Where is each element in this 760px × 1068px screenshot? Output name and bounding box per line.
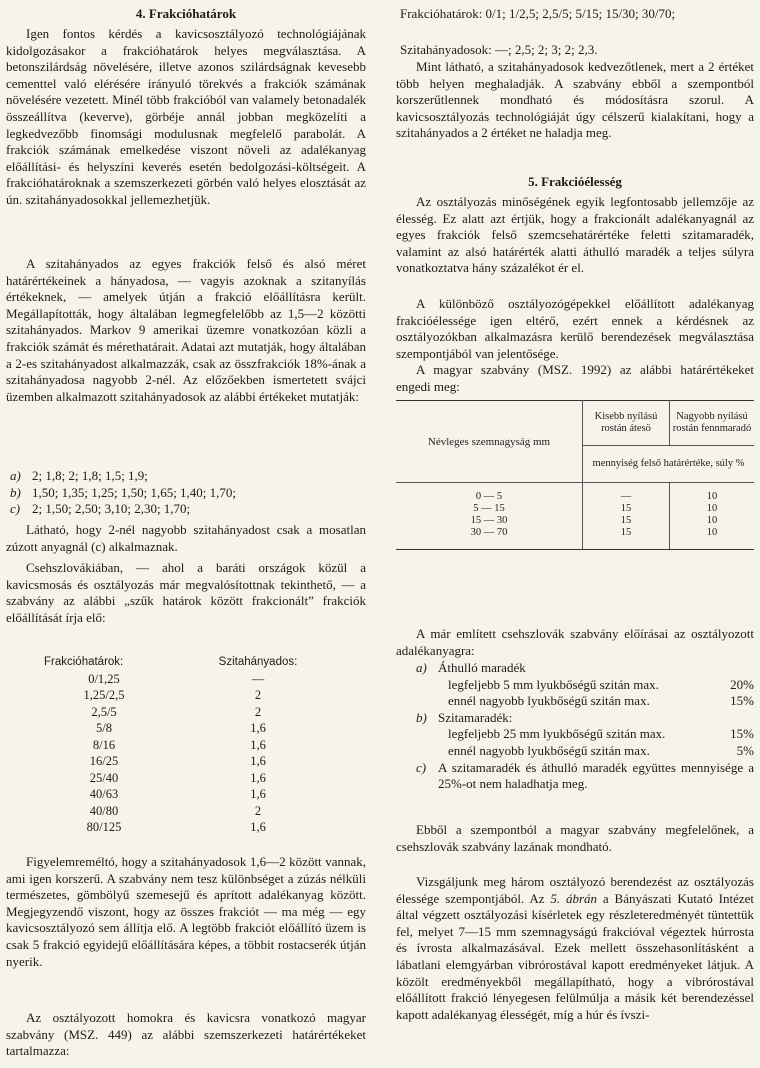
list-title: Szitamaradék: (438, 709, 513, 725)
list-text: legfeljebb 25 mm lyukbőségű szitán max. (448, 726, 666, 742)
table-cell-ratio: 2 (254, 688, 262, 702)
table-cell-range: 2,5/5 (91, 704, 117, 719)
table-cell-range: 80/125 (86, 820, 122, 834)
table-cell: 0 — 5 (396, 483, 583, 504)
czech-standard-list (396, 660, 754, 793)
list-text: A szitamaradék és áthulló maradék együttes mennyisége a 25%-ot nem haladhatja meg. (438, 759, 754, 792)
table-header: Kisebb nyílású rostán átesö (583, 401, 670, 446)
table-cell-range: 5/8 (96, 721, 112, 735)
list-text: 2; 1,8; 2; 1,8; 1,5; 1,9; (32, 468, 148, 483)
table-header: Frakcióhatárok: (44, 656, 124, 668)
sieve-ratio-column (204, 654, 312, 836)
list-label: a) (416, 660, 427, 675)
table-cell-range: 8/16 (92, 737, 116, 752)
list-label: c) (10, 501, 21, 517)
table-cell-range: 16/25 (89, 754, 119, 768)
figure-reference: 5. ábrán (550, 890, 598, 906)
table-cell: 15 (583, 515, 670, 527)
list-item (6, 501, 366, 518)
paragraph-text: a Bányászati Kutató Intézet által végzett osztályozási kísérletek egy részleteredményét tüntettük fel, melyet 7—15 mm szemnagyságú frakcióval végeztek húrrosta és ívrosta alkalmazásával. Ezek mellett összehasonlításként a lábatlani elemgyárban vibrórostával kapott eredményeket látjuk. A közölt eredményekből megállapítható, hogy a vibrórostával előállított frakció lényegesen felülmúlja a másik két berendezéssel kapott adalékanyag élességét, míg a húr és ívszi- (396, 890, 755, 1022)
list-item (396, 760, 754, 793)
section-5-heading: 5. Frakcióélesség (528, 174, 622, 189)
table-cell-range: 40/80 (89, 803, 119, 818)
table-header: Nagyobb nyílású rostán fennmaradó (670, 401, 755, 446)
table-cell-ratio: 2 (254, 803, 262, 818)
table-cell-ratio: 2 (254, 704, 262, 719)
list-item (6, 485, 366, 502)
table-header: mennyiség felső határértéke, súly % (583, 446, 755, 483)
paragraph: A már említett csehszlovák szabvány előírásai az osztályozott adalékanyagra: (396, 626, 754, 658)
paragraph: Látható, hogy 2-nél nagyobb szitahányadost csak a mosatlan zúzott anyagnál (c) alkalmaznak. (6, 522, 366, 554)
table-cell: 15 (583, 503, 670, 515)
table-cell: 10 (706, 503, 718, 514)
table-cell-ratio: 1,6 (250, 770, 266, 785)
list-text: legfeljebb 5 mm lyukbőségű szitán max. (448, 676, 659, 692)
limit-value: 5% (736, 742, 754, 758)
paragraph: Az osztályozás minőségének egyik legfontosabb jellemzője az élesség. Ez alatt azt értjük, hogy a frakcionált adalékanyagnál az egyes frakciók felső szemcsehatárértéke feletti szitamaradék, valamint az alsó határérték alatti áthulló maradék a teljes súlyra vonatkoztatva hány százalékot ér el. (396, 194, 754, 276)
table-cell-ratio: — (251, 671, 265, 686)
paragraph: Mint látható, a szitahányadosok kedvezőtlenek, mert a 2 értéket több helyen meghaladják. A szabvány ebből a szempontból korszerűtlennek mondható és módosításra szorul. A kavicsosztályozás technológiáját úgy célszerű kialakítani, hogy a szitahányados a 2 értéket ne haladja meg. (396, 59, 754, 141)
list-text: ennél nagyobb lyukbőségű szitán max. (448, 742, 650, 758)
sieve-ratio-list (6, 468, 366, 518)
paragraph: A szitahányados az egyes frakciók felső és alsó méret határértékeinek a hányadosa, — vagyis azoknak a szitanyílás értékeknek, — amelyek útján a frakció előállításra került. Megállapították, hogy általában legmegfelelőbb az 1,5—2 közötti szitahányados. Markov 9 amerikai üzemre vonatkozóan közli a frakciók számát és mérethatárait. Adatai azt mutatják, hogy általában a 2-es szitahányadost alkalmazzák, csak az összfrakciók 18%-ának a szitahányadosa nagyobb 2-nél. Az előzőekben ismertetett svájci üzemben alkalmazott szitahányadosok az alábbi értékeket mutatják: (6, 256, 366, 404)
table-row (396, 503, 754, 515)
paragraph: Ebből a szempontból a magyar szabvány megfelelőnek, a csehszlovák szabvány lazának mondható. (396, 822, 754, 854)
paragraph: A különböző osztályozógépekkel előállított adalékanyag frakcióélessége igen eltérő, ezért ennek a kérdésnek az osztályozókban alkalmazásra kerülő berendezések megválasztása szempontjából van jelentősége. (396, 296, 754, 361)
paragraph: Az osztályozott homokra és kavicsra vonatkozó magyar szabvány (MSZ. 449) az alábbi szemszerkezeti határértékeket tartalmazza: (6, 1010, 366, 1059)
table-cell: 10 (706, 515, 718, 526)
list-title: Áthulló maradék (438, 660, 526, 675)
paragraph: Igen fontos kérdés a kavicsosztályozó technológiájának kidolgozásakor a frakcióhatárok helyes megválasztása. A betonszilárdság növelésére, illetve azonos szilárdságnak kevesebb cementtel való elérésére irányuló törekvés a frakciók számának növelésére vezetett. Minél több frakcióból van valamely betonadalék összeállítva (keverve), görbéje annál jobban megközelíti a legkedvezőbb finomsági modulusnak megfelelő parabolát. A frakciók számának emelkedése viszont növeli az adalékanyag előállítási- és helyszíni keverés esetén bedolgozási-költségeit. A frakcióhatároknak a szemszerkezeti görbén való helyes elosztását az ún. szitahányadosokkal jellemezhetjük. (6, 26, 366, 207)
paragraph: A magyar szabvány (MSZ. 1992) az alábbi határértékeket engedi meg: (396, 362, 754, 394)
list-text: 1,50; 1,35; 1,25; 1,50; 1,65; 1,40; 1,70; (32, 484, 237, 500)
paragraph (396, 874, 754, 1023)
table-row (396, 515, 754, 527)
table-cell-range: 0/1,25 (88, 671, 120, 686)
limit-value: 20% (730, 676, 754, 692)
list-label: c) (416, 759, 427, 775)
list-text: 2; 1,50; 2,50; 3,10; 2,30; 1,70; (32, 501, 191, 517)
table-cell-range: 1,25/2,5 (83, 688, 125, 702)
table-row (396, 527, 754, 550)
table-cell: 5 — 15 (396, 503, 583, 515)
fraction-limits-column (44, 654, 164, 836)
list-subitem (396, 677, 754, 710)
limit-value: 15% (730, 726, 754, 742)
table-cell: 30 — 70 (396, 527, 583, 550)
list-label: a) (10, 468, 21, 483)
list-item (396, 710, 754, 727)
table-cell-ratio: 1,6 (250, 787, 266, 801)
paragraph: Csehszlovákiában, — ahol a baráti országok közül a kavicsmosás és osztályozás már megvalósítottnak tekinthető, — a szabvány az alábbi „szűk határok között frakcionált” frakciók előállítását írja elő: (6, 560, 366, 625)
fraction-limits-line: Frakcióhatárok: 0/1; 1/2,5; 2,5/5; 5/15; 15/30; 30/70; (400, 6, 676, 21)
table-cell: 10 (670, 527, 755, 550)
table-cell-ratio: 1,6 (250, 737, 266, 752)
table-cell: 15 (583, 527, 670, 550)
list-item (6, 468, 366, 485)
limit-value: 15% (730, 693, 754, 709)
table-header: Szitahányados: (218, 656, 298, 668)
table-cell-range: 40/63 (89, 787, 119, 801)
paragraph-text: Vizsgáljunk meg három osztályozó berendezést az osztályozás élessége szempontjából. Az (396, 874, 754, 906)
list-text: ennél nagyobb lyukbőségű szitán max. (448, 693, 650, 709)
table-cell-ratio: 1,6 (250, 820, 266, 834)
section-4-heading: 4. Frakcióhatárok (135, 6, 237, 21)
standard-limits-table (396, 400, 754, 550)
list-label: b) (10, 484, 21, 500)
table-cell: — (583, 483, 670, 504)
table-cell: 15 — 30 (396, 515, 583, 527)
list-item (396, 660, 754, 677)
list-label: b) (416, 709, 427, 725)
paragraph: Figyelemreméltó, hogy a szitahányadosok 1,6—2 között vannak, ami igen korszerű. A szabvány nem tesz különbséget a zúzás nélküli természetes, gömbölyű szemesejű és aprított adalékanyag között. Megjegyzendő viszont, hogy az összes frakciót — ma még — egy kavicsosztályozó sem állítja elő. A legtöbb frakciót előállító üzem is csak 5 frakció egyidejű előállítására képes, a többit rostacserék útján nyerik. (6, 854, 366, 969)
table-cell-range: 25/40 (89, 770, 119, 785)
sieve-ratio-line: Szitahányadosok: —; 2,5; 2; 3; 2; 2,3. (400, 42, 598, 57)
table-header: Névleges szemnagyság mm (396, 401, 583, 483)
list-subitem (396, 726, 754, 759)
table-row (396, 483, 754, 504)
table-cell: 10 (706, 491, 718, 502)
table-cell-ratio: 1,6 (250, 754, 266, 768)
table-cell-ratio: 1,6 (250, 721, 266, 735)
